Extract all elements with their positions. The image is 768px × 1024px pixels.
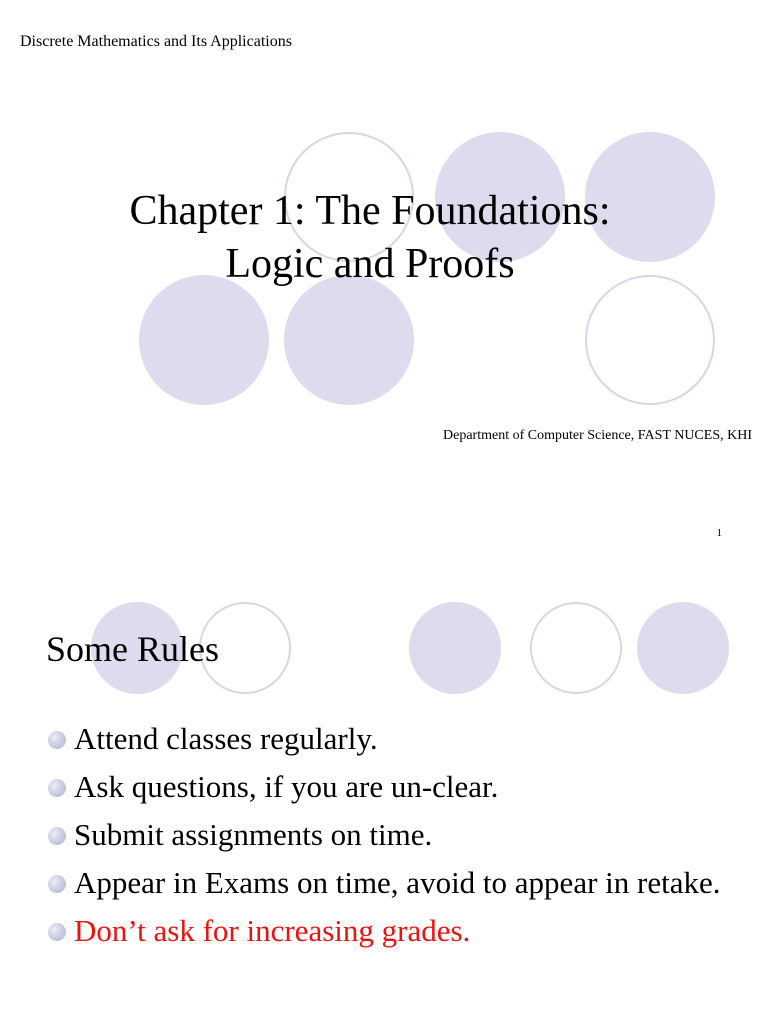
list-item [48, 718, 738, 760]
course-header: Discrete Mathematics and Its Applications [20, 33, 292, 50]
bullet-icon [48, 875, 66, 893]
bullet-icon [48, 923, 66, 941]
bullet-icon [48, 779, 66, 797]
rules-slide [0, 580, 768, 1024]
slide-title [0, 185, 740, 290]
list-item-text: Submit assignments on time. [74, 817, 433, 852]
list-item-text: Don’t ask for increasing grades. [74, 913, 471, 948]
page-number: 1 [716, 527, 722, 539]
list-item [48, 814, 738, 856]
title-line-2: Logic and Proofs [225, 240, 515, 287]
bullet-icon [48, 731, 66, 749]
list-item-text: Appear in Exams on time, avoid to appear in retake. [74, 865, 721, 900]
slide-title: Some Rules [46, 629, 220, 669]
decorative-circle [530, 602, 622, 694]
bullet-icon [48, 827, 66, 845]
decorative-circle [139, 275, 269, 405]
decorative-circle [637, 602, 729, 694]
list-item-text: Ask questions, if you are un-clear. [74, 769, 499, 804]
rules-list [48, 718, 738, 958]
list-item [48, 766, 738, 808]
department-footer: Department of Computer Science, FAST NUCES, KHI [443, 428, 752, 443]
list-item [48, 862, 738, 904]
list-item-text: Attend classes regularly. [74, 721, 378, 756]
decorative-circle [585, 275, 715, 405]
title-line-1: Chapter 1: The Foundations: [129, 188, 611, 234]
decorative-circle [409, 602, 501, 694]
list-item-highlighted [48, 910, 738, 952]
decorative-circle [284, 275, 414, 405]
